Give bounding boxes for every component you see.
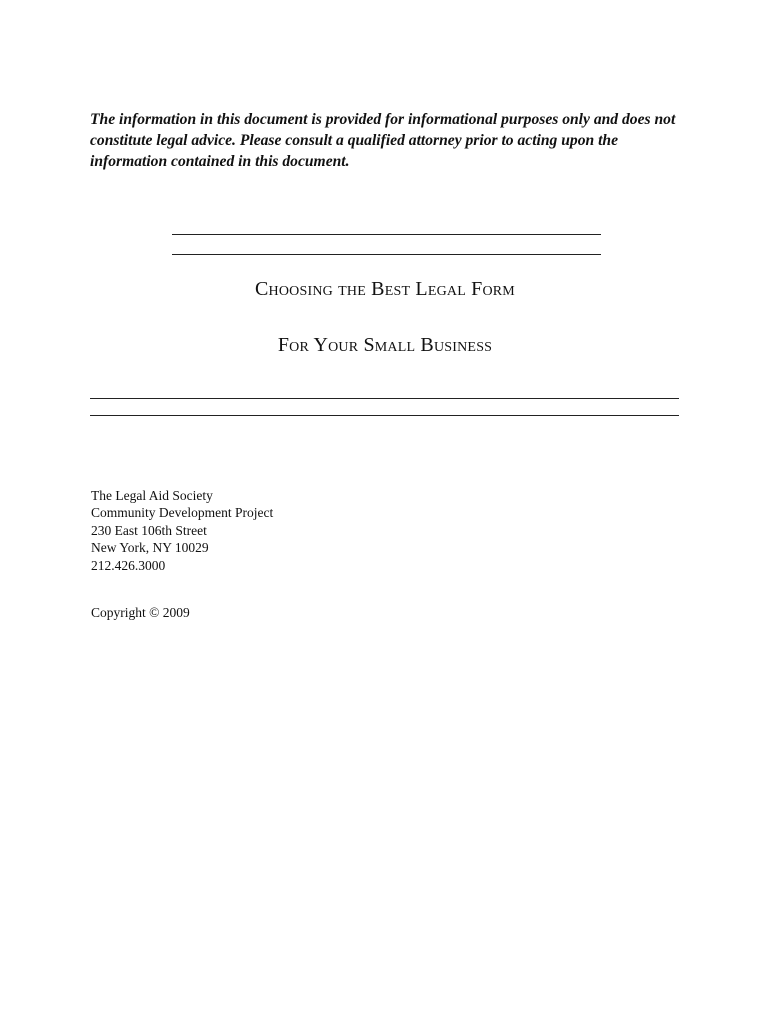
street-address: 230 East 106th Street (91, 522, 207, 538)
title-top-rule-1 (172, 234, 601, 235)
title-bottom-rule-1 (90, 398, 679, 399)
disclaimer-text: The information in this document is provided for informational purposes only and does not constitute legal advice. Please consult a qualified attorney prior to acting upon the information contained in this document. (90, 111, 676, 170)
organization-project: Community Development Project (91, 505, 274, 521)
organization-address (91, 487, 273, 574)
document-title-line-1: Choosing the Best Legal Form (255, 278, 515, 300)
title-top-rule-2 (172, 254, 601, 255)
organization-name: The Legal Aid Society (91, 488, 213, 503)
city-state-zip: New York, NY 10029 (91, 540, 209, 556)
document-title-line-2: For Your Small Business (277, 334, 493, 356)
copyright-notice: Copyright © 2009 (91, 605, 190, 620)
phone-number: 212.426.3000 (91, 557, 166, 573)
title-bottom-rule-2 (90, 415, 679, 416)
